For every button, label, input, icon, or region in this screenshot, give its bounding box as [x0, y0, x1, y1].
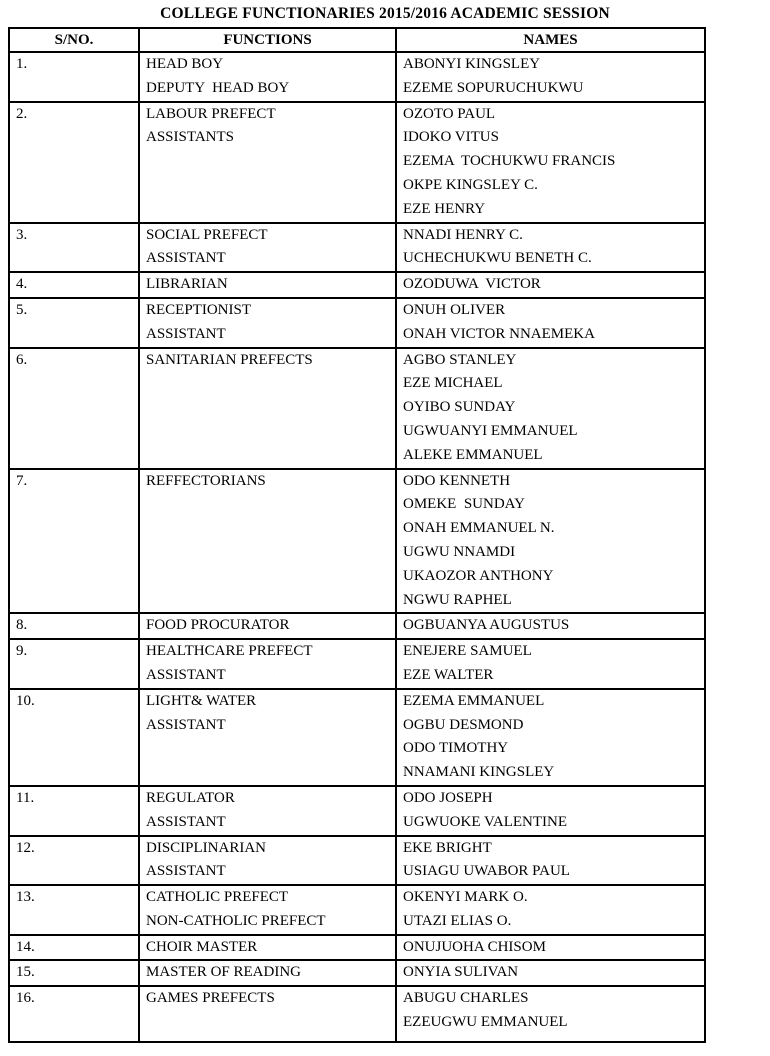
table-row	[9, 348, 705, 469]
function-line: CATHOLIC PREFECT	[146, 889, 289, 906]
cell-names	[396, 935, 705, 961]
name-line: ODO TIMOTHY	[403, 740, 509, 757]
name-line: ODO JOSEPH	[403, 789, 493, 806]
sno-text: 7.	[16, 472, 28, 489]
function-line: ASSISTANT	[146, 325, 226, 342]
sno-text: 12.	[16, 839, 35, 856]
cell-functions	[139, 836, 396, 886]
cell-functions	[139, 613, 396, 639]
name-line: USIAGU UWABOR PAUL	[403, 863, 570, 880]
name-line: OKENYI MARK O.	[403, 889, 528, 906]
sno-text: 1.	[16, 56, 28, 72]
cell-functions	[139, 639, 396, 689]
cell-sno	[9, 689, 139, 786]
table-row	[9, 986, 705, 1042]
sno-text: 2.	[16, 105, 28, 122]
table-row	[9, 960, 705, 986]
table-row	[9, 613, 705, 639]
table-row	[9, 102, 705, 223]
cell-sno	[9, 102, 139, 223]
function-line: LIGHT& WATER	[146, 692, 257, 709]
name-line: ABUGU CHARLES	[403, 990, 529, 1007]
sno-text: 16.	[16, 990, 35, 1007]
table-row	[9, 885, 705, 935]
name-line: NGWU RAPHEL	[403, 591, 512, 608]
header-names: NAMES	[396, 28, 705, 52]
function-line: ASSISTANT	[146, 666, 226, 683]
name-line: NNAMANI KINGSLEY	[403, 764, 555, 781]
name-line: OYIBO SUNDAY	[403, 399, 516, 416]
name-line: ALEKE EMMANUEL	[403, 446, 543, 463]
name-line: EKE BRIGHT	[403, 839, 492, 856]
cell-sno	[9, 935, 139, 961]
cell-sno	[9, 836, 139, 886]
name-line: UCHECHUKWU BENETH C.	[403, 250, 592, 267]
function-line: SOCIAL PREFECT	[146, 226, 268, 243]
name-line: ENEJERE SAMUEL	[403, 643, 532, 660]
name-line: ONAH EMMANUEL N.	[403, 520, 555, 537]
cell-names	[396, 223, 705, 273]
function-line: NON-CATHOLIC PREFECT	[146, 912, 326, 929]
function-line: ASSISTANT	[146, 863, 226, 880]
function-line: ASSISTANTS	[146, 129, 234, 146]
cell-sno	[9, 960, 139, 986]
header-functions: FUNCTIONS	[139, 28, 396, 52]
name-line: OGBU DESMOND	[403, 716, 524, 733]
cell-names	[396, 885, 705, 935]
cell-functions	[139, 986, 396, 1042]
table-row	[9, 272, 705, 298]
function-line: FOOD PROCURATOR	[146, 617, 290, 634]
functionaries-table	[8, 27, 706, 1043]
cell-sno	[9, 885, 139, 935]
cell-functions	[139, 689, 396, 786]
cell-functions	[139, 786, 396, 836]
cell-sno	[9, 272, 139, 298]
name-line: ONYIA SULIVAN	[403, 964, 519, 981]
cell-names	[396, 102, 705, 223]
cell-names	[396, 689, 705, 786]
header-sno: S/NO.	[9, 28, 139, 52]
function-line: LABOUR PREFECT	[146, 105, 276, 122]
name-line: EZE WALTER	[403, 666, 494, 683]
name-line: UGWU NNAMDI	[403, 543, 516, 560]
name-line: EZE MICHAEL	[403, 375, 503, 392]
function-line: HEAD BOY	[146, 56, 224, 72]
name-line: ODO KENNETH	[403, 472, 511, 489]
cell-functions	[139, 960, 396, 986]
cell-sno	[9, 298, 139, 348]
cell-sno	[9, 52, 139, 102]
cell-names	[396, 836, 705, 886]
cell-functions	[139, 223, 396, 273]
table-row	[9, 223, 705, 273]
name-line: EZEUGWU EMMANUEL	[403, 1014, 568, 1031]
cell-functions	[139, 102, 396, 223]
name-line: UKAOZOR ANTHONY	[403, 567, 554, 584]
cell-sno	[9, 348, 139, 469]
table-row	[9, 298, 705, 348]
function-line: REGULATOR	[146, 789, 235, 806]
name-line: NNADI HENRY C.	[403, 226, 523, 243]
cell-sno	[9, 469, 139, 614]
cell-functions	[139, 469, 396, 614]
cell-sno	[9, 613, 139, 639]
name-line: ABONYI KINGSLEY	[403, 56, 541, 72]
cell-names	[396, 272, 705, 298]
function-line: LIBRARIAN	[146, 276, 228, 293]
name-line: IDOKO VITUS	[403, 129, 499, 146]
name-line: EZEME SOPURUCHUKWU	[403, 79, 584, 96]
table-row	[9, 689, 705, 786]
function-line: HEALTHCARE PREFECT	[146, 643, 313, 660]
cell-names	[396, 348, 705, 469]
sno-text: 10.	[16, 692, 35, 709]
cell-functions	[139, 272, 396, 298]
sno-text: 13.	[16, 889, 35, 906]
function-line: DISCIPLINARIAN	[146, 839, 266, 856]
name-line: UGWUOKE VALENTINE	[403, 813, 568, 830]
name-line: OMEKE SUNDAY	[403, 496, 525, 513]
table-row	[9, 52, 705, 102]
function-line: SANITARIAN PREFECTS	[146, 351, 313, 368]
cell-sno	[9, 986, 139, 1042]
cell-sno	[9, 223, 139, 273]
function-line: DEPUTY HEAD BOY	[146, 79, 290, 96]
sno-text: 15.	[16, 964, 35, 981]
function-line: CHOIR MASTER	[146, 938, 258, 955]
name-line: EZEMA EMMANUEL	[403, 692, 545, 709]
name-line: OZODUWA VICTOR	[403, 276, 541, 293]
name-line: UGWUANYI EMMANUEL	[403, 422, 578, 439]
table-row	[9, 469, 705, 614]
sno-text: 6.	[16, 351, 28, 368]
name-line: EZE HENRY	[403, 200, 486, 217]
page-title: COLLEGE FUNCTIONARIES 2015/2016 ACADEMIC SESSION	[160, 5, 610, 22]
name-line: ONAH VICTOR NNAEMEKA	[403, 325, 595, 342]
name-line: OZOTO PAUL	[403, 105, 496, 122]
sno-text: 9.	[16, 643, 28, 660]
function-line: ASSISTANT	[146, 813, 226, 830]
function-line: GAMES PREFECTS	[146, 990, 275, 1007]
cell-names	[396, 986, 705, 1042]
function-line: ASSISTANT	[146, 250, 226, 267]
table-row	[9, 836, 705, 886]
cell-names	[396, 52, 705, 102]
cell-functions	[139, 52, 396, 102]
name-line: ONUJUOHA CHISOM	[403, 938, 546, 955]
function-line: MASTER OF READING	[146, 964, 302, 981]
cell-functions	[139, 885, 396, 935]
function-line: ASSISTANT	[146, 716, 226, 733]
table-body	[9, 52, 705, 1042]
function-line: RECEPTIONIST	[146, 301, 251, 318]
name-line: ONUH OLIVER	[403, 301, 506, 318]
cell-names	[396, 613, 705, 639]
name-line: OKPE KINGSLEY C.	[403, 176, 538, 193]
name-line: AGBO STANLEY	[403, 351, 517, 368]
cell-names	[396, 298, 705, 348]
table-header	[9, 28, 705, 52]
table-row	[9, 786, 705, 836]
table-row	[9, 639, 705, 689]
cell-names	[396, 639, 705, 689]
name-line: UTAZI ELIAS O.	[403, 912, 512, 929]
cell-functions	[139, 348, 396, 469]
sno-text: 8.	[16, 617, 28, 634]
cell-names	[396, 469, 705, 614]
sno-text: 4.	[16, 276, 28, 293]
sno-text: 14.	[16, 938, 35, 955]
sno-text: 5.	[16, 301, 28, 318]
cell-functions	[139, 298, 396, 348]
name-line: OGBUANYA AUGUSTUS	[403, 617, 570, 634]
table-row	[9, 935, 705, 961]
sno-text: 3.	[16, 226, 28, 243]
name-line: EZEMA TOCHUKWU FRANCIS	[403, 153, 616, 170]
cell-sno	[9, 639, 139, 689]
cell-names	[396, 960, 705, 986]
cell-sno	[9, 786, 139, 836]
cell-names	[396, 786, 705, 836]
header-row	[9, 28, 705, 52]
function-line: REFFECTORIANS	[146, 472, 266, 489]
sno-text: 11.	[16, 789, 35, 806]
cell-functions	[139, 935, 396, 961]
